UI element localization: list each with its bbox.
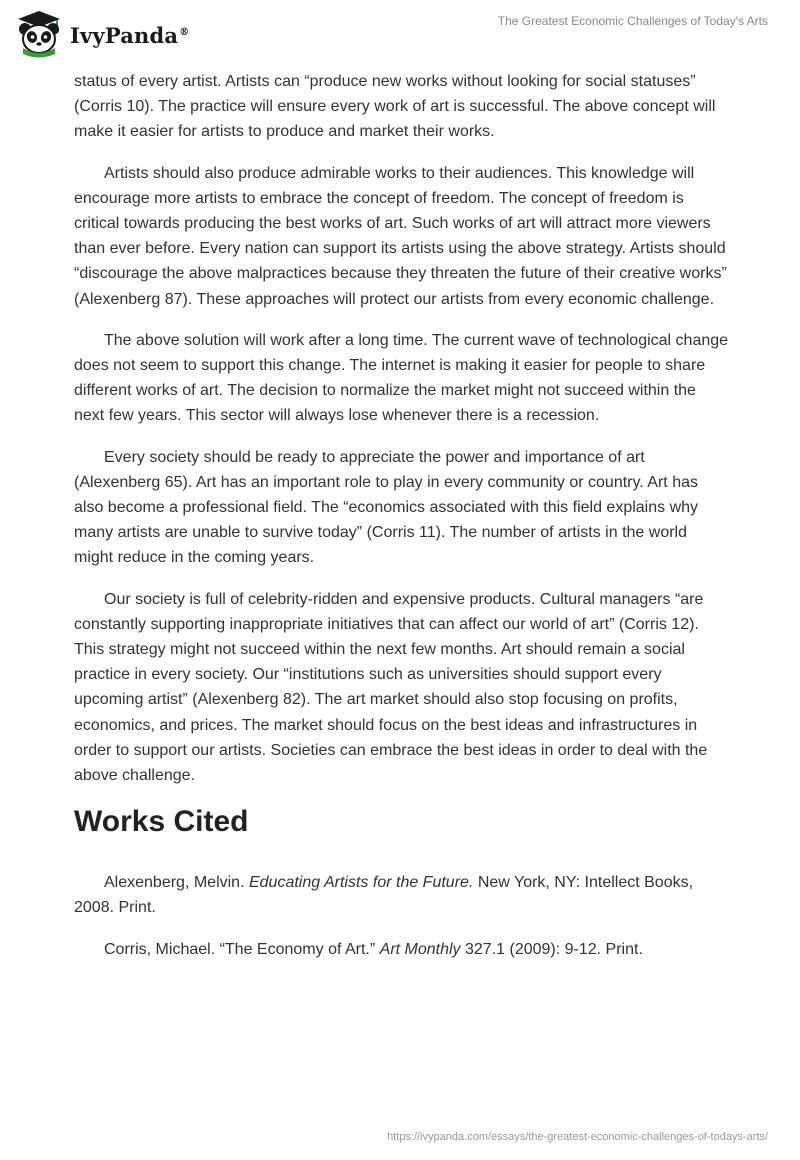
citation-entry (74, 937, 730, 962)
citation-publication: New York, NY: Intellect Books, 2008. Print. (74, 874, 694, 917)
page-header (0, 0, 800, 70)
citation-title: Art Monthly (379, 940, 461, 958)
citation-publication: 327.1 (2009): 9-12. Print. (460, 940, 643, 958)
works-cited-heading: Works Cited (74, 805, 249, 839)
paragraph: The above solution will work after a long time. The current wave of technological change does not seem to support this change. The internet is making it easier for people to share different works of art. The decision to normalize the market might not succeed within the next few years. This sector will always lose whenever there is a recession. (74, 331, 729, 425)
brand-name (70, 23, 189, 48)
citation-entry (74, 870, 730, 920)
paragraph: status of every artist. Artists can “produce new works without looking for social statuses” (Corris 10). The practice will ensure every work of art is successful. The above concept will make it easier for artists to produce and market their works. (74, 73, 716, 141)
document-title: The Greatest Economic Challenges of Today's Arts (497, 14, 768, 28)
source-url[interactable]: https://ivypanda.com/essays/the-greatest-economic-challenges-of-todays-arts/ (387, 1131, 768, 1143)
citation-author: Alexenberg, Melvin. (104, 874, 249, 892)
brand-name-text: IvyPanda (70, 22, 179, 48)
paragraph: Artists should also produce admirable works to their audiences. This knowledge will encourage more artists to embrace the concept of freedom. The concept of freedom is critical towards producing the best works of art. Such works of art will attract more viewers than ever before. Every nation can support its artists using the above strategy. Artists should “discourage the above malpractices because they threaten the future of their creative works” (Alexenberg 87). These approaches will protect our artists from every economic challenge. (74, 164, 727, 308)
brand-logo[interactable] (14, 8, 189, 58)
panda-graduate-icon (14, 8, 64, 58)
essay-body (74, 69, 730, 978)
paragraph: Every society should be ready to appreciate the power and importance of art (Alexenberg 65). Art has an important role to play in every community or country. Art has also become a professional field. The “economics associated with this field explains why many artists are unable to survive today” (Corris 11). The number of artists in the world might reduce in the coming years. (74, 448, 699, 567)
paragraph: Our society is full of celebrity-ridden and expensive products. Cultural managers “are constantly supporting inappropriate initiatives that can affect our world of art” (Corris 12). This strategy might not succeed within the next few months. Art should remain a social practice in every society. Our “institutions such as universities should support every upcoming artist” (Alexenberg 82). The art market should also stop focusing on profits, economics, and prices. The market should focus on the best ideas and infrastructures in order to support our artists. Societies can embrace the best ideas in order to deal with the above challenge. (74, 590, 708, 785)
citation-author: Corris, Michael. “The Economy of Art.” (104, 940, 380, 958)
citation-title: Educating Artists for the Future. (248, 874, 474, 892)
registered-mark: ® (179, 26, 190, 38)
